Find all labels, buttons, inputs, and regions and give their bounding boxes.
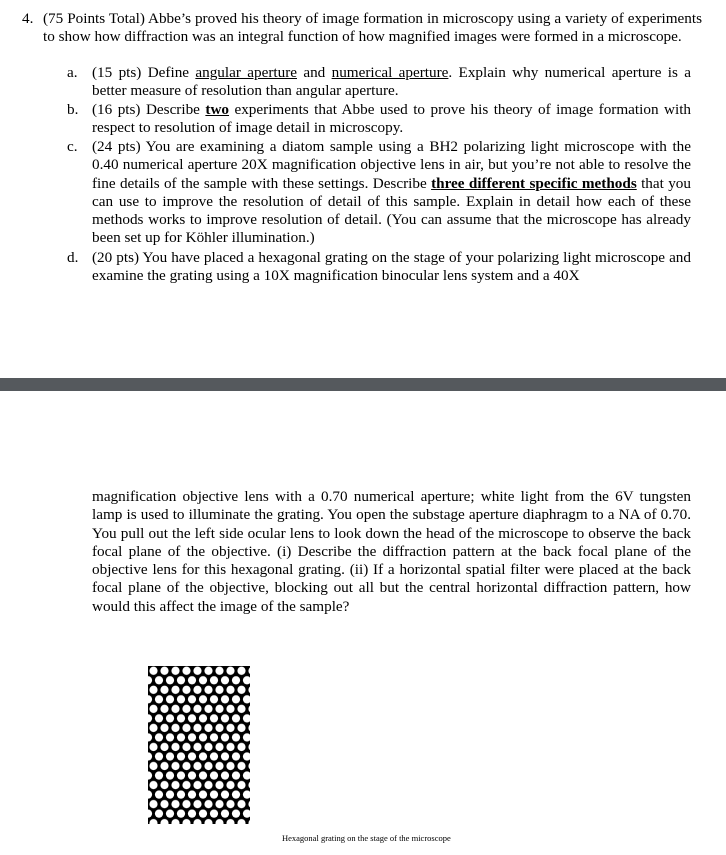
part-d-continuation: magnification objective lens with a 0.70 numerical aperture; white light from the 6V tungsten lamp is used to illuminate the grating. You open the substage aperture diaphragm to a NA of 0.70. You pull out the left side ocular lens to look down the head of the microscope to observe the back focal plane of the objective. (i) Describe the diffraction pattern at the back focal plane of the objective lens for this hexagonal grating. (ii) If a horizontal spatial filter were placed at the back focal plane of the objective, blocking out all but the central horizontal diffraction pattern, how would this affect the image of the sample?: [92, 488, 691, 615]
part-d-letter: d.: [67, 249, 79, 266]
part-d-text: (20 pts) You have placed a hexagonal grating on the stage of your polarizing light microscope and examine the grating using a 10X magnification binocular lens system and a 40X: [92, 249, 691, 285]
question-4: [22, 10, 702, 47]
figure-caption: Hexagonal grating on the stage of the microscope: [282, 833, 451, 843]
part-c-text: (24 pts) You are examining a diatom sample using a BH2 polarizing light microscope with the 0.40 numerical aperture 20X magnification objective lens in air, but you’re not able to resolve the fine details of the sample with these settings. Describe three different specific methods that you can use to improve the resolution of detail of this sample. Explain in detail how each of these methods works to improve resolution of detail. (You can assume that the microscope has already been set up for Köhler illumination.): [92, 138, 691, 247]
part-c-letter: c.: [67, 138, 78, 155]
part-b-letter: b.: [67, 101, 79, 118]
term-numerical-aperture: numerical aperture: [331, 64, 449, 81]
hexagonal-grating-image: [148, 666, 250, 824]
question-number: 4.: [22, 10, 34, 27]
part-a: [67, 64, 691, 101]
document-page-top: [0, 0, 726, 378]
part-c: [67, 138, 691, 248]
emphasis-three-methods: three different specific methods: [431, 174, 637, 192]
term-angular-aperture: angular aperture: [195, 64, 297, 81]
page-separator: [0, 378, 726, 391]
emphasis-two: two: [205, 101, 230, 118]
part-b-text: (16 pts) Describe two experiments that Abbe used to prove his theory of image formation with respect to resolution of image detail in microscopy.: [92, 101, 692, 137]
part-a-text: (15 pts) Define angular aperture and numerical aperture. Explain why numerical aperture is a better measure of resolution than angular aperture.: [92, 64, 691, 100]
question-intro: (75 Points Total) Abbe’s proved his theory of image formation in microscopy using a variety of experiments to show how diffraction was an integral function of how magnified images were formed in a microscope.: [43, 10, 702, 46]
part-d: [67, 249, 691, 286]
document-page-bottom: [0, 391, 726, 855]
part-b: [67, 101, 691, 138]
part-a-letter: a.: [67, 64, 78, 81]
